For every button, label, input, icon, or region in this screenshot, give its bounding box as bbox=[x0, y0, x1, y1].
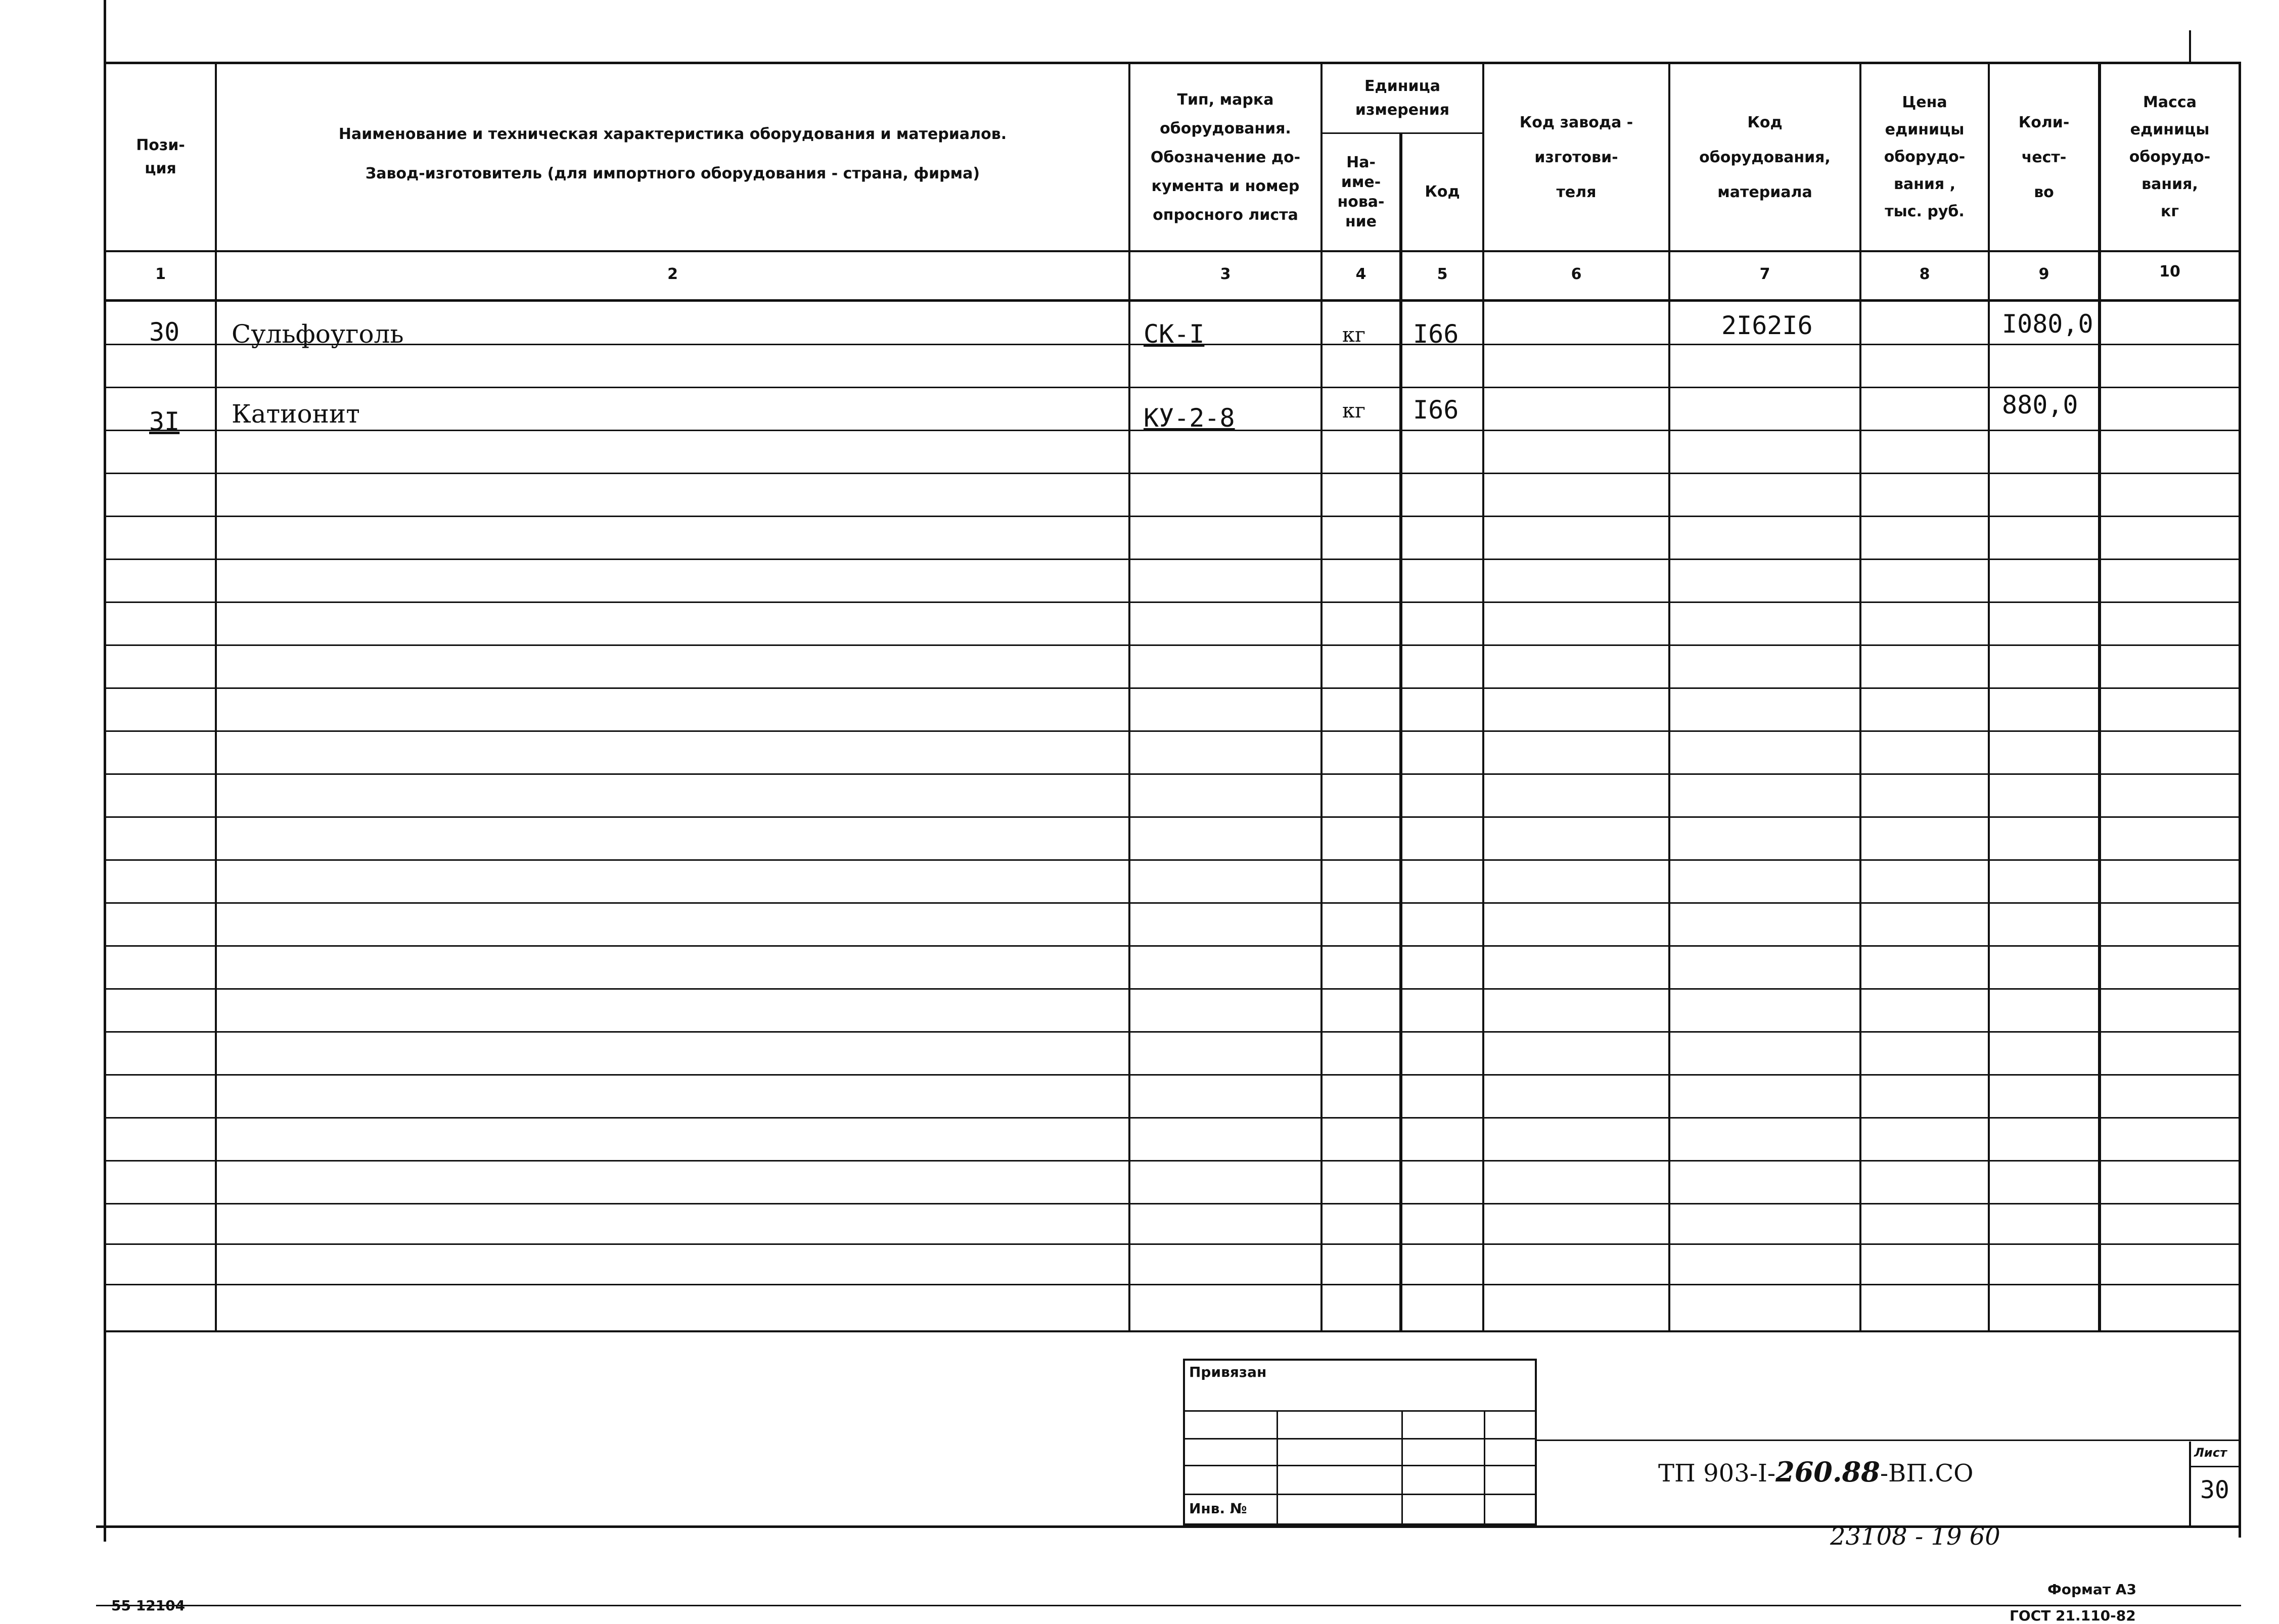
row-rule bbox=[106, 988, 2241, 990]
row-rule bbox=[106, 516, 2241, 517]
row-rule bbox=[106, 387, 2241, 388]
doc-code-prefix: ТП 903-I- bbox=[1658, 1459, 1776, 1488]
table-right-border bbox=[2239, 62, 2241, 1538]
col-number-6: 6 bbox=[1571, 265, 1582, 283]
col-number-10: 10 bbox=[2159, 263, 2180, 281]
col-number-1: 1 bbox=[155, 265, 166, 283]
row-unit: кг bbox=[1342, 323, 1365, 347]
corner-tick bbox=[2189, 30, 2191, 62]
row-rule bbox=[106, 1160, 2241, 1162]
row-rule bbox=[106, 473, 2241, 474]
header-quantity: Коли- чест- во bbox=[2018, 113, 2070, 201]
row-position: 30 bbox=[149, 317, 180, 347]
sheet-number: 30 bbox=[2200, 1476, 2229, 1504]
attached-vline-2 bbox=[1401, 1410, 1403, 1525]
row-name: Катионит bbox=[232, 399, 360, 429]
header-unit-name: На- име- нова- ние bbox=[1337, 154, 1385, 230]
doc-code-suffix: -ВП.СО bbox=[1880, 1459, 1974, 1488]
row-rule bbox=[106, 1117, 2241, 1119]
header-position: Пози- ция bbox=[136, 136, 185, 177]
col-number-5: 5 bbox=[1437, 265, 1448, 283]
row-rule bbox=[106, 1031, 2241, 1033]
row-unit-code: I66 bbox=[1413, 395, 1459, 425]
col-number-3: 3 bbox=[1220, 265, 1231, 283]
row-type: КУ-2-8 bbox=[1144, 403, 1235, 433]
row-position: 3I bbox=[149, 407, 180, 436]
header-type: Тип, марка оборудования. Обозначение до- кумента и номер опросного листа bbox=[1150, 90, 1301, 224]
left-code: 55 12104 bbox=[111, 1597, 186, 1614]
row-type: СК-I bbox=[1144, 319, 1205, 349]
row-rule bbox=[106, 1203, 2241, 1204]
header-unit-code: Код bbox=[1425, 182, 1460, 201]
document-code bbox=[1658, 1456, 1974, 1488]
row-rule bbox=[106, 902, 2241, 904]
row-rule bbox=[106, 859, 2241, 861]
handwritten-archive-number: 23108 - 19 60 bbox=[1830, 1522, 2000, 1551]
row-rule bbox=[106, 1243, 2241, 1245]
sheet-label: Лист bbox=[2194, 1446, 2227, 1460]
doc-code-handwritten: 260.88 bbox=[1775, 1456, 1880, 1488]
format-label: Формат А3 bbox=[2047, 1581, 2136, 1598]
attached-vline-3 bbox=[1484, 1410, 1485, 1525]
gost-label: ГОСТ 21.110-82 bbox=[2010, 1607, 2136, 1624]
attached-label: Привязан bbox=[1189, 1364, 1267, 1380]
sheet-box-divider bbox=[2189, 1466, 2241, 1467]
col-number-4: 4 bbox=[1355, 265, 1366, 283]
col-number-2: 2 bbox=[667, 265, 678, 283]
stamp-top-line bbox=[106, 1330, 2241, 1332]
row-rule bbox=[106, 687, 2241, 689]
row-rule bbox=[106, 601, 2241, 603]
header-equipment-code: Код оборудования, материала bbox=[1699, 113, 1831, 201]
header-name: Наименование и техническая характеристика оборудования и материалов. Завод-изготовитель (для импортного оборудования - страна, фирма) bbox=[338, 125, 1007, 182]
header-mass: Масса единицы оборудо- вания, кг bbox=[2129, 94, 2211, 220]
column-number-bottom-line bbox=[106, 299, 2241, 302]
row-rule bbox=[106, 945, 2241, 947]
col-number-9: 9 bbox=[2038, 265, 2049, 283]
col-number-7: 7 bbox=[1759, 265, 1770, 283]
footer-line bbox=[96, 1605, 2241, 1606]
header-unit-group: Единица измерения bbox=[1355, 77, 1450, 119]
row-rule bbox=[106, 1074, 2241, 1076]
doc-code-top-line bbox=[1537, 1440, 2241, 1441]
col-number-8: 8 bbox=[1919, 265, 1930, 283]
row-name: Сульфоуголь bbox=[232, 319, 404, 349]
header-maker-code: Код завода - изготови- теля bbox=[1519, 113, 1633, 201]
header-price: Цена единицы оборудо- вания , тыс. руб. bbox=[1884, 94, 1966, 220]
inv-number-label: Инв. № bbox=[1189, 1500, 1247, 1517]
row-unit: кг bbox=[1342, 399, 1365, 423]
row-quantity: 880,0 bbox=[2002, 390, 2078, 420]
row-rule bbox=[106, 816, 2241, 818]
row-rule bbox=[106, 644, 2241, 646]
row-quantity: I080,0 bbox=[2002, 309, 2093, 339]
row-rule bbox=[106, 1284, 2241, 1285]
row-rule bbox=[106, 730, 2241, 732]
row-equipment-code: 2I62I6 bbox=[1721, 311, 1813, 340]
attached-vline-1 bbox=[1277, 1410, 1278, 1525]
row-unit-code: I66 bbox=[1413, 319, 1459, 349]
header-bottom-line bbox=[106, 250, 2241, 252]
row-rule bbox=[106, 559, 2241, 560]
row-rule bbox=[106, 773, 2241, 775]
